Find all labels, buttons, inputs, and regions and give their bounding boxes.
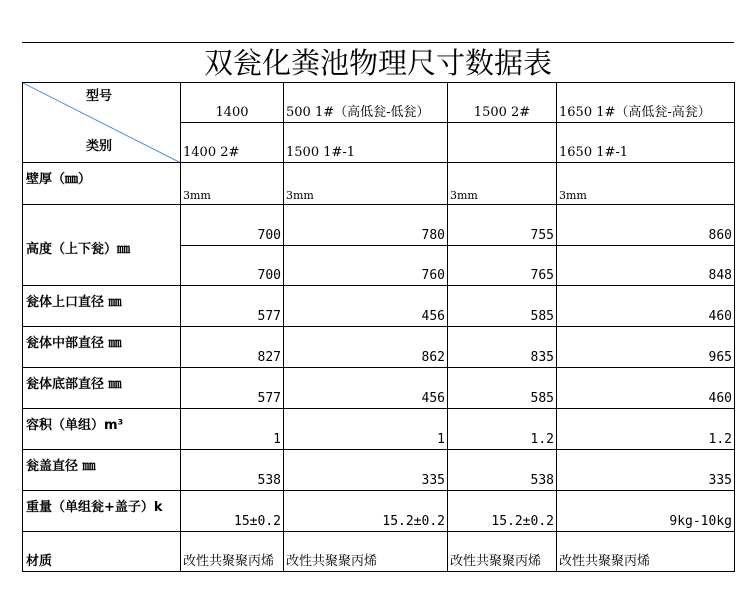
table-cell[interactable]: 9kg-10kg — [557, 491, 735, 532]
table-cell[interactable]: 456 — [284, 368, 448, 409]
table-row — [23, 327, 735, 368]
header-cell[interactable] — [448, 123, 557, 163]
table-cell[interactable]: 3mm — [557, 163, 735, 205]
header-cell[interactable]: 1650 1#-1 — [557, 123, 735, 163]
spreadsheet — [22, 42, 734, 572]
table-cell[interactable]: 1 — [181, 409, 284, 450]
row-label[interactable]: 瓮体底部直径 ㎜ — [23, 368, 181, 409]
table-cell[interactable]: 965 — [557, 327, 735, 368]
table-cell[interactable]: 835 — [448, 327, 557, 368]
row-label[interactable]: 材质 — [23, 532, 181, 572]
data-table — [22, 82, 735, 572]
row-label[interactable]: 瓮盖直径 ㎜ — [23, 450, 181, 491]
table-cell[interactable]: 577 — [181, 368, 284, 409]
table-cell[interactable]: 456 — [284, 286, 448, 327]
table-cell[interactable]: 改性共聚聚丙烯 — [181, 532, 284, 572]
table-cell[interactable]: 335 — [557, 450, 735, 491]
table-row — [23, 163, 735, 205]
type-label: 型号 — [86, 89, 113, 104]
table-cell[interactable]: 335 — [284, 450, 448, 491]
table-cell[interactable]: 760 — [284, 246, 448, 286]
table-cell[interactable]: 577 — [181, 286, 284, 327]
header-cell[interactable]: 1400 — [181, 83, 284, 123]
table-cell[interactable]: 1.2 — [557, 409, 735, 450]
table-cell[interactable]: 460 — [557, 368, 735, 409]
header-cell[interactable]: 500 1#（高低瓮-低瓮） — [284, 83, 448, 123]
row-label[interactable]: 容积（单组）m³ — [23, 409, 181, 450]
table-cell[interactable]: 15.2±0.2 — [284, 491, 448, 532]
table-cell[interactable]: 改性共聚聚丙烯 — [448, 532, 557, 572]
table-cell[interactable]: 585 — [448, 286, 557, 327]
table-cell[interactable]: 3mm — [284, 163, 448, 205]
header-cell[interactable]: 1400 2# — [181, 123, 284, 163]
header-cell[interactable]: 1650 1#（高低瓮-高瓮） — [557, 83, 735, 123]
table-cell[interactable]: 538 — [448, 450, 557, 491]
table-cell[interactable]: 1.2 — [448, 409, 557, 450]
table-cell[interactable]: 755 — [448, 205, 557, 246]
table-cell[interactable]: 15±0.2 — [181, 491, 284, 532]
table-cell[interactable]: 3mm — [181, 163, 284, 205]
row-label[interactable]: 瓮体上口直径 ㎜ — [23, 286, 181, 327]
table-cell[interactable]: 15.2±0.2 — [448, 491, 557, 532]
table-row — [23, 491, 735, 532]
page-title: 双瓮化粪池物理尺寸数据表 — [22, 42, 734, 83]
table-cell[interactable]: 700 — [181, 205, 284, 246]
table-cell[interactable]: 585 — [448, 368, 557, 409]
table-cell[interactable]: 860 — [557, 205, 735, 246]
table-cell[interactable]: 862 — [284, 327, 448, 368]
table-row — [23, 286, 735, 327]
row-label[interactable]: 瓮体中部直径 ㎜ — [23, 327, 181, 368]
table-cell[interactable]: 538 — [181, 450, 284, 491]
table-row — [23, 368, 735, 409]
category-label: 类别 — [86, 139, 113, 154]
table-cell[interactable]: 765 — [448, 246, 557, 286]
header-row — [23, 83, 735, 123]
table-row — [23, 409, 735, 450]
header-cell[interactable]: 1500 1#-1 — [284, 123, 448, 163]
table-cell[interactable]: 700 — [181, 246, 284, 286]
table-cell[interactable]: 改性共聚聚丙烯 — [557, 532, 735, 572]
table-cell[interactable]: 1 — [284, 409, 448, 450]
table-cell[interactable]: 827 — [181, 327, 284, 368]
table-cell[interactable]: 848 — [557, 246, 735, 286]
table-cell[interactable]: 780 — [284, 205, 448, 246]
table-cell[interactable]: 460 — [557, 286, 735, 327]
table-cell[interactable]: 改性共聚聚丙烯 — [284, 532, 448, 572]
table-row — [23, 532, 735, 572]
table-row — [23, 205, 735, 246]
table-cell[interactable]: 3mm — [448, 163, 557, 205]
row-label[interactable]: 重量（单组瓮+盖子）k — [23, 491, 181, 532]
table-row — [23, 450, 735, 491]
header-cell[interactable]: 1500 2# — [448, 83, 557, 123]
row-label[interactable]: 壁厚（㎜） — [23, 163, 181, 205]
row-label[interactable]: 高度（上下瓮）㎜ — [23, 205, 181, 286]
header-diagonal-cell — [23, 83, 181, 163]
